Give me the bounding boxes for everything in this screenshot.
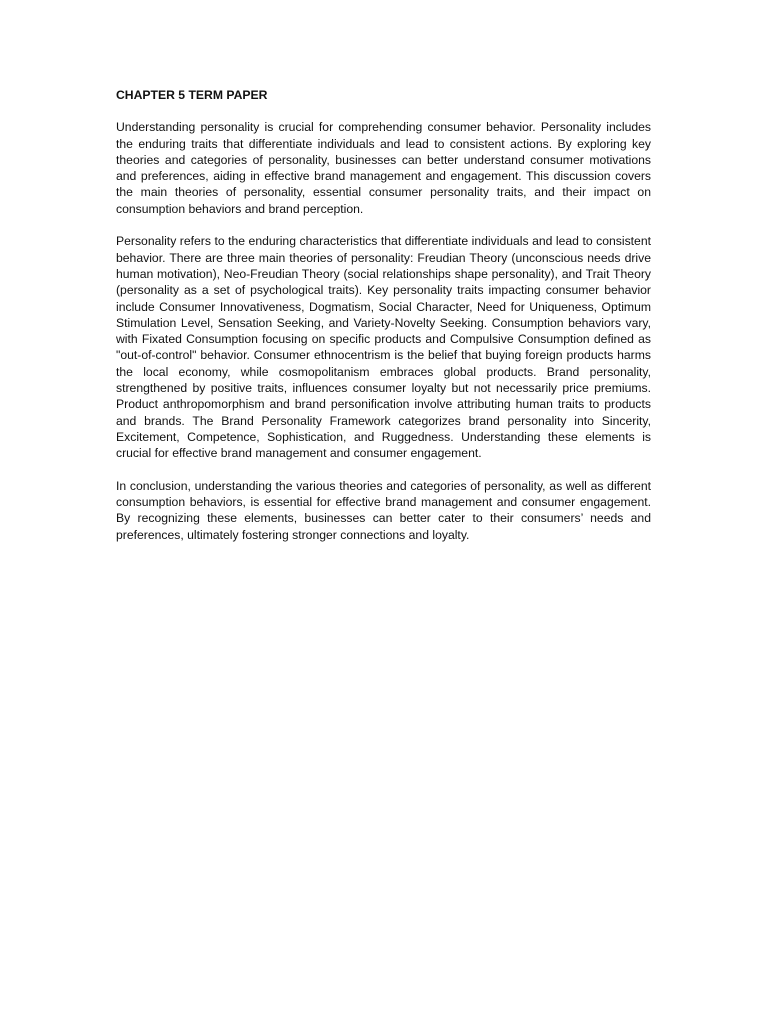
document-title: CHAPTER 5 TERM PAPER (116, 88, 268, 102)
paragraph-conclusion: In conclusion, understanding the various theories and categories of personality, as well as different consumption behaviors, is essential for effective brand management and consumer engagement. By recognizing these elements, businesses can better cater to their consumers’ needs and preferences, ultimately fostering stronger connections and loyalty. (116, 478, 651, 542)
paragraph-body: Personality refers to the enduring characteristics that differentiate individuals and lead to consistent behavior. There are three main theories of personality: Freudian Theory (unconscious needs drive human motivation), Neo-Freudian Theory (social relationships shape personality), and Trait Theory (personality as a set of psychological traits). Key personality traits impacting consumer behavior include Consumer Innovativeness, Dogmatism, Social Character, Need for Uniqueness, Optimum Stimulation Level, Sensation Seeking, and Variety-Novelty Seeking. Consumption behaviors vary, with Fixated Consumption focusing on specific products and Compulsive Consumption defined as "out-of-control" behavior. Consumer ethnocentrism is the belief that buying foreign products harms the local economy, while cosmopolitanism embraces global products. Brand personality, strengthened by positive traits, influences consumer loyalty but not necessarily price premiums. Product anthropomorphism and brand personification involve attributing human traits to products and brands. The Brand Personality Framework categorizes brand personality into Sincerity, Excitement, Competence, Sophistication, and Ruggedness. Understanding these elements is crucial for effective brand management and consumer engagement. (116, 234, 651, 461)
paragraph-introduction: Understanding personality is crucial for comprehending consumer behavior. Personality includes the enduring traits that differentiate individuals and lead to consistent actions. By exploring key theories and categories of personality, businesses can better understand consumer motivations and preferences, aiding in effective brand management and engagement. This discussion covers the main theories of personality, essential consumer personality traits, and their impact on consumption behaviors and brand perception. (116, 120, 651, 216)
document-body (116, 87, 651, 559)
